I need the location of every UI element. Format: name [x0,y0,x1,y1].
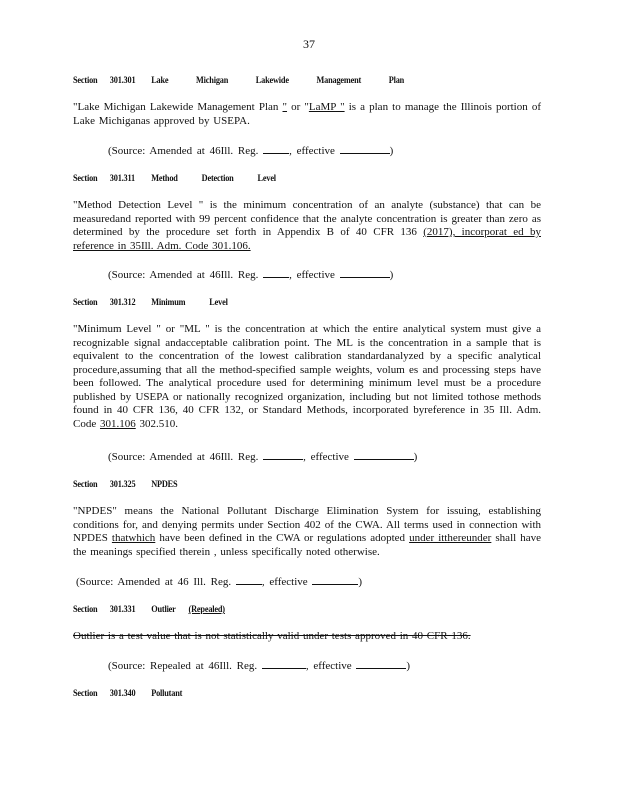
blank-line [263,143,289,154]
definition-text: or " [287,101,309,113]
section-number: 301.340 [109,688,136,698]
definition-npdes [73,505,541,559]
blank-line [356,658,406,669]
blank-line [312,574,358,585]
source-close: ) [358,576,363,588]
section-title: Method Detection Level [151,173,276,183]
section-number: 301.311 [109,173,135,183]
source-note-301-301 [108,143,393,157]
section-title: Outlier [151,604,176,614]
source-comma: , [261,576,265,588]
section-label: Section [73,479,98,489]
inserted-text: thatwhich [111,532,156,544]
source-comma: , [289,269,292,281]
source-note-301-312 [108,449,417,463]
source-effective: effective [296,269,335,281]
source-close: ) [389,145,394,157]
inserted-text: " [335,101,345,113]
section-heading-301-312 [73,297,228,307]
section-heading-301-301 [73,75,404,85]
source-comma: , [305,660,309,672]
blank-line [340,143,390,154]
definition-lamp [73,101,541,128]
definition-text: "Method Detection Level " is the minimum concentration of an analyte (substance) that can be measuredand reported with 99 percent confidence that the analyte concentration is greater than zero as determined by the procedure set forth in Appendix B of 40 CFR 136 [73,199,541,238]
section-label: Section [73,297,98,307]
section-label: Section [73,688,98,698]
blank-line [340,267,390,278]
blank-line [263,267,289,278]
inserted-text: under itthereunder [409,532,492,544]
source-prefix: (Source: Amended at 46Ill. Reg. [108,269,259,281]
section-title: NPDES [151,479,178,489]
definition-text: have been defined in the CWA or regulations adopted [155,532,410,544]
section-number: 301.331 [109,604,136,614]
source-effective: effective [313,660,352,672]
definition-text: 302.510. [135,417,178,430]
section-number: 301.312 [109,297,136,307]
blank-line [263,449,303,460]
repealed-tag: (Repealed) [188,604,225,614]
section-heading-301-311 [73,173,276,183]
source-effective: effective [269,576,308,588]
source-prefix: (Source: Repealed at 46Ill. Reg. [108,660,258,672]
deleted-text: Outlier is a test value that is not statistically valid under tests approved in 40 CFR 136. [73,630,471,642]
source-note-301-325 [76,574,362,588]
inserted-text: 301.106 [99,417,136,430]
source-prefix: (Source: Amended at 46Ill. Reg. [108,145,259,157]
source-comma: , [289,145,292,157]
page-number: 37 [303,37,315,51]
blank-line [236,574,262,585]
section-label: Section [73,173,98,183]
section-label: Section [73,75,98,85]
blank-line [354,449,414,460]
blank-line [262,658,306,669]
source-note-301-331 [108,658,410,672]
definition-method-detection-level [73,199,541,253]
source-close: ) [413,451,418,463]
definition-text: "NPDES" means the National Pollutant Discharge Elimination System for issuing, establishing conditions for, and denying permits under Section 402 of the CWA. All terms used in connection with NPDES [73,505,541,544]
definition-minimum-level [73,323,541,431]
source-note-301-311 [108,267,393,281]
inserted-text: (2017), incorporat ed by reference in 35Ill. Adm. Code 301.106. [73,226,541,252]
definition-outlier-stricken [73,630,541,644]
section-heading-301-331 [73,604,249,614]
section-heading-301-340 [73,688,182,698]
source-close: ) [406,660,411,672]
source-prefix: (Source: Amended at 46 Ill. Reg. [76,576,232,588]
definition-text: "Minimum Level " or "ML " is the concentration at which the entire analytical system must give a recognizable signal andacceptable calibration point. The ML is the concentration in a sample that is equivalent to the concentration of the lowest calibration standardanalyzed by a specific analytical procedure,assuming that all the method-specified sample weights, volum es and processing steps have been followed. The analytical procedure used for determining minimum level must be a procedure published by USEPA or nationally recognized organization, including but not limited tothose methods found in 40 CFR 136, 40 CFR 132, or Standard Methods, incorporated byreference in 35 Ill. Adm. Code [73,323,541,430]
definition-text: "Lake Michigan Lakewide Management Plan [73,101,283,113]
section-number: 301.325 [109,479,136,489]
inserted-text: " [282,101,288,113]
source-prefix: (Source: Amended at 46Ill. Reg. [108,451,259,463]
source-effective: effective [296,145,335,157]
section-number: 301.301 [109,75,136,85]
section-heading-301-325 [73,479,177,489]
source-close: ) [389,269,394,281]
section-title: Pollutant [151,688,183,698]
section-label: Section [73,604,98,614]
inserted-text: LaMP [308,101,336,113]
definition-text: shall have the meanings specified therein , unless specifically noted otherwise. [73,532,541,558]
section-title: Lake Michigan Lakewide Management Plan [151,75,405,85]
source-effective: effective [310,451,349,463]
definition-text: is a plan to manage the Illinois portion of Lake Michiganas approved by USEPA. [73,101,542,127]
section-title: Minimum Level [151,297,228,307]
source-comma: , [303,451,306,463]
